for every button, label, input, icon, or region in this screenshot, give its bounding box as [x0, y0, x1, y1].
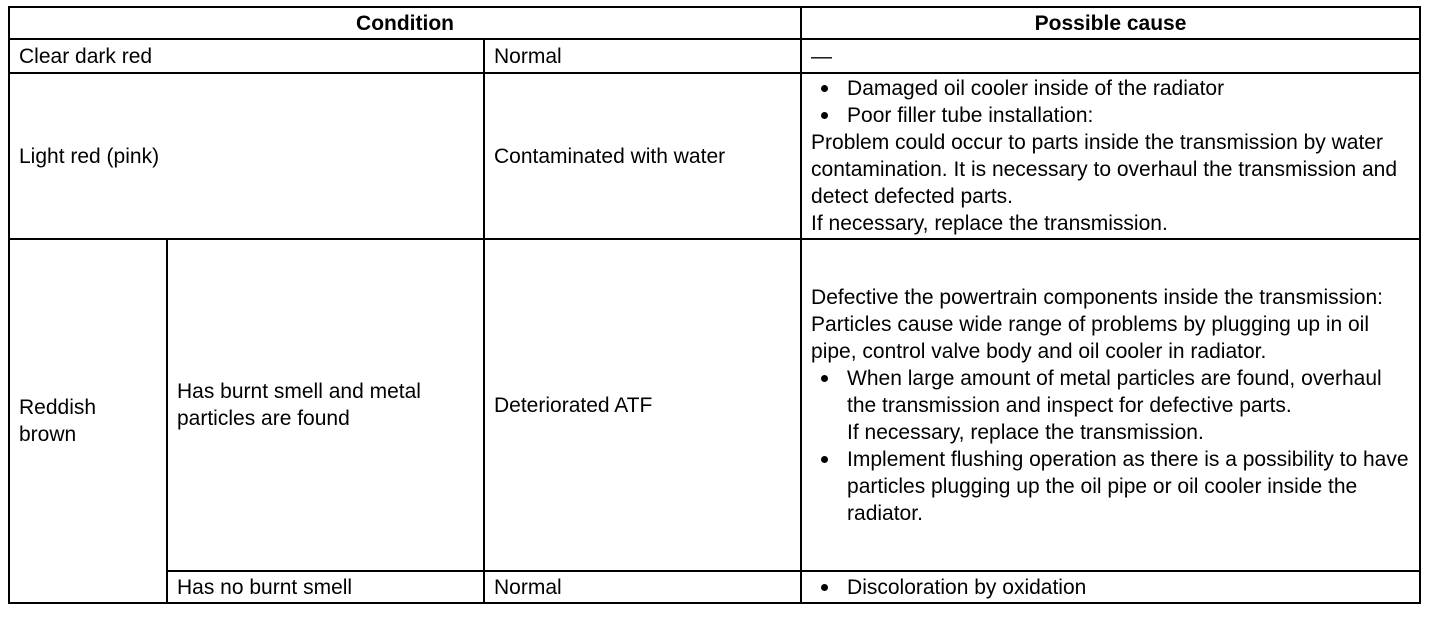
condition-state: Deteriorated ATF	[484, 239, 801, 571]
atf-condition-table	[8, 6, 1421, 604]
cause-cell	[801, 73, 1420, 239]
condition-color: Light red (pink)	[9, 73, 484, 239]
cause-bullet: Implement flushing operation as there is a possibility to have particles plugging up the oil pipe or oil cooler inside the radiator.	[811, 446, 1410, 527]
header-condition: Condition	[9, 7, 801, 39]
condition-state: Contaminated with water	[484, 73, 801, 239]
cause-bullet-text: When large amount of metal particles are found, overhaul the transmission and inspect for defective parts.	[847, 366, 1382, 417]
cause-cell	[801, 239, 1420, 571]
condition-color: Clear dark red	[9, 39, 484, 73]
table-row	[9, 73, 1420, 239]
table-row	[9, 39, 1420, 73]
condition-color: Reddish brown	[9, 239, 167, 603]
cause-bullet: Discoloration by oxidation	[811, 574, 1410, 601]
cause-bullet-list	[811, 365, 1410, 527]
cause-text: Particles cause wide range of problems by plugging up in oil pipe, control valve body and oil cooler in radiator.	[811, 312, 1370, 363]
cause-text: Defective the powertrain components inside the transmission:	[811, 285, 1383, 309]
condition-state: Normal	[484, 39, 801, 73]
cause-text: Problem could occur to parts inside the transmission by water contamination. It is necessary to overhaul the transmission and detect defected parts.	[811, 131, 1398, 208]
sub-condition: Has burnt smell and metal particles are found	[167, 239, 484, 571]
header-row	[9, 7, 1420, 39]
cause-bullet: Damaged oil cooler inside of the radiator	[811, 75, 1410, 102]
cause-cell	[801, 571, 1420, 603]
table-row	[9, 571, 1420, 603]
header-possible-cause: Possible cause	[801, 7, 1420, 39]
cause-bullet: Poor filler tube installation:	[811, 102, 1410, 129]
cause-text: —	[801, 39, 1420, 73]
cause-text: If necessary, replace the transmission.	[811, 212, 1168, 235]
condition-state: Normal	[484, 571, 801, 603]
cause-bullet	[811, 365, 1410, 446]
cause-bullet-list	[811, 574, 1410, 601]
cause-bullet-note: If necessary, replace the transmission.	[847, 420, 1204, 444]
table-row	[9, 239, 1420, 571]
cause-bullet-list	[811, 75, 1410, 129]
sub-condition: Has no burnt smell	[167, 571, 484, 603]
